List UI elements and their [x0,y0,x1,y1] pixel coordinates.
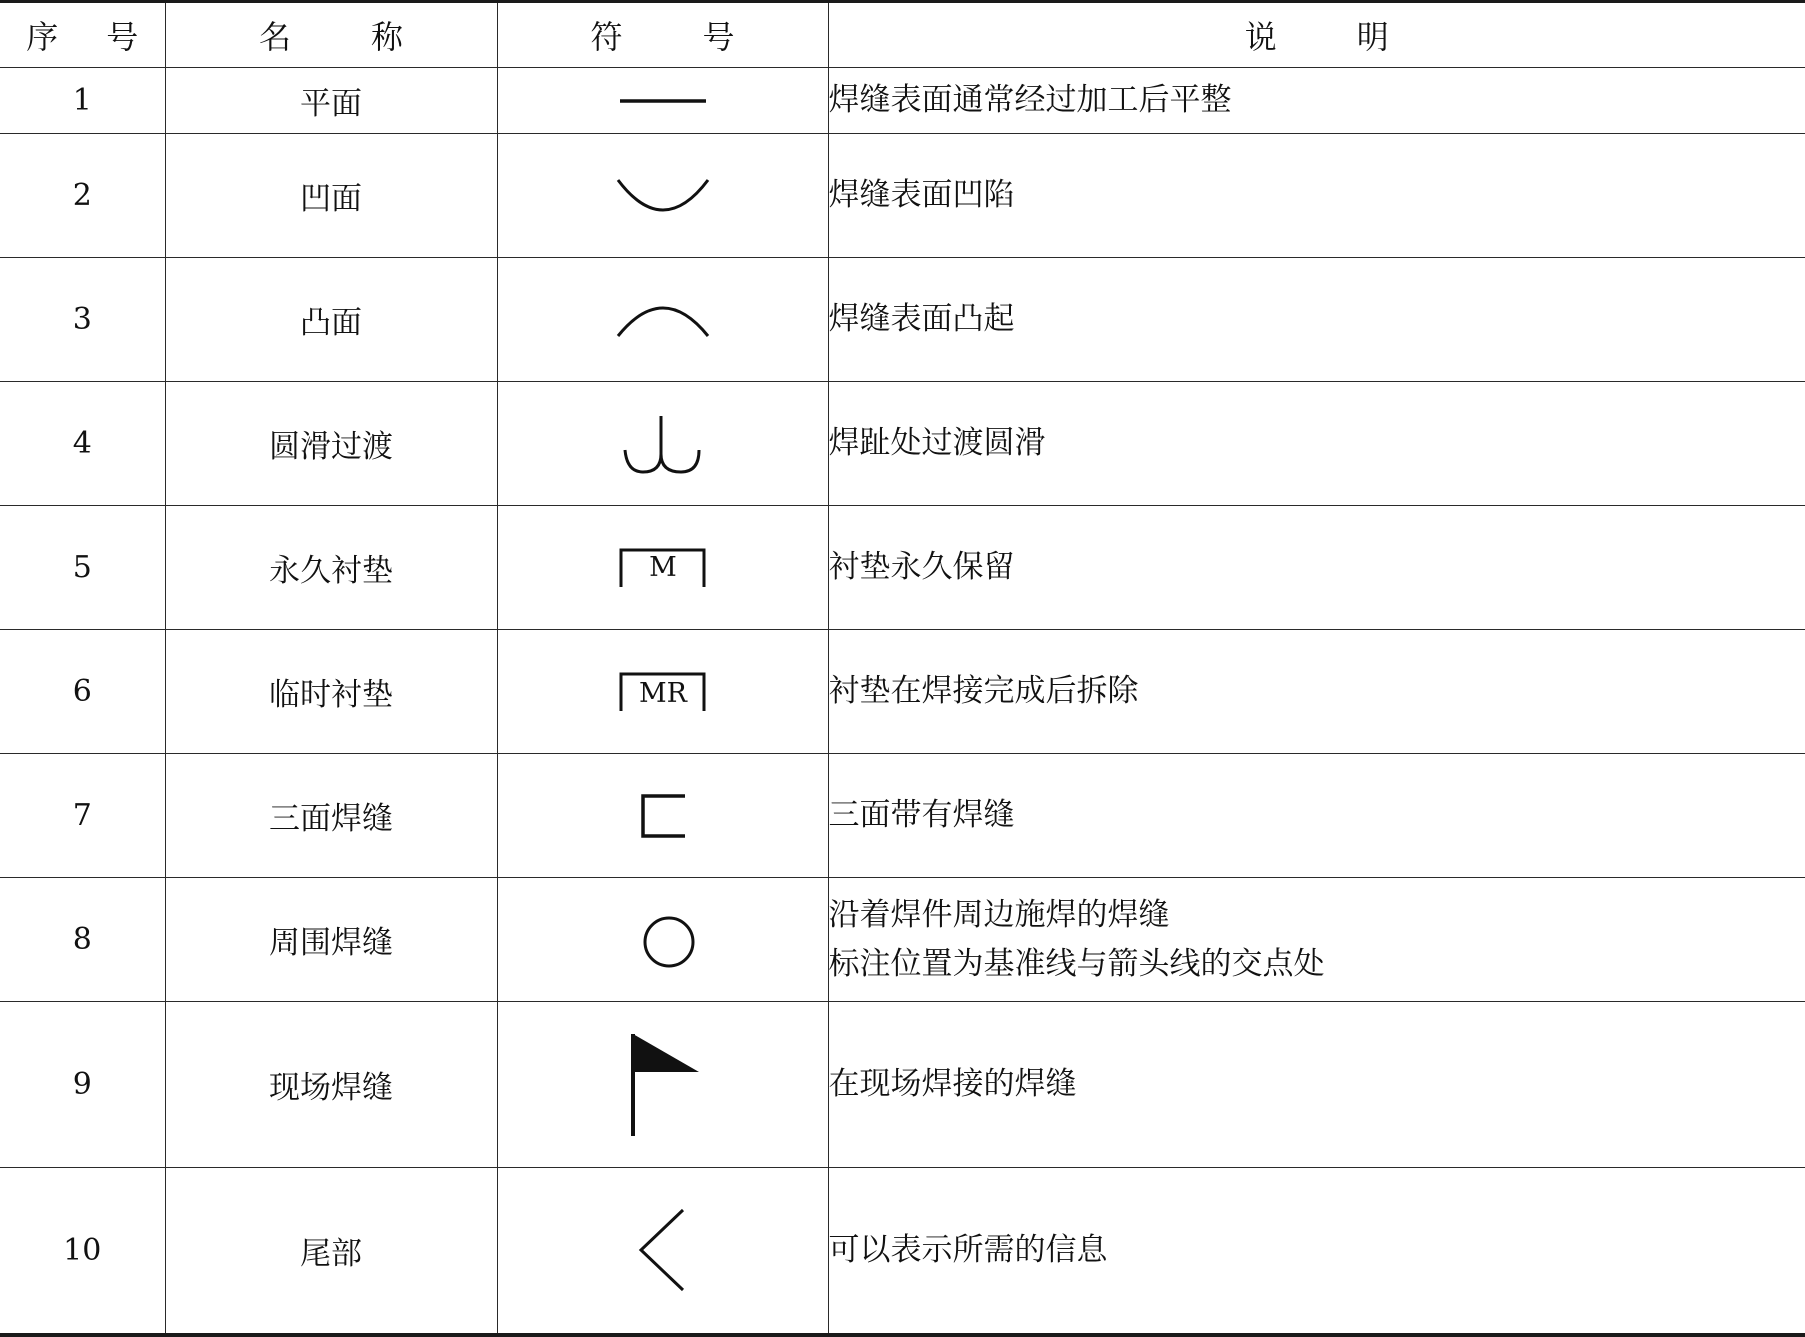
row-symbol [497,382,828,506]
row-name: 圆滑过渡 [165,382,497,506]
row-description-line: 沿着焊件周边施焊的焊缝 [828,896,1170,933]
table-row [0,878,1805,1002]
header-symbol [497,2,828,68]
row-description: 在现场焊接的焊缝 [828,1002,1805,1168]
header-number [0,2,165,68]
row-number: 5 [0,506,165,630]
row-description: 焊缝表面凸起 [828,258,1805,382]
concave-arc-icon [613,176,713,216]
temporary-backing-icon [618,671,708,713]
table-row [0,1002,1805,1168]
header-name-char-1: 名 [258,18,291,56]
header-symbol-char-1: 符 [590,18,623,56]
table-row [0,68,1805,134]
row-name: 临时衬垫 [165,630,497,754]
flat-line-icon [613,91,713,111]
table-row [0,382,1805,506]
header-name [165,2,497,68]
header-number-char-2: 号 [106,18,139,56]
permanent-backing-icon [618,547,708,589]
header-symbol-char-2: 号 [702,18,735,56]
row-description: 焊缝表面通常经过加工后平整 [828,68,1805,134]
row-symbol [497,1002,828,1168]
table-row [0,258,1805,382]
row-name: 周围焊缝 [165,878,497,1002]
row-symbol [497,258,828,382]
row-number: 7 [0,754,165,878]
row-name: 永久衬垫 [165,506,497,630]
row-description-line: 标注位置为基准线与箭头线的交点处 [828,945,1325,982]
table-row [0,1168,1805,1335]
row-name: 三面焊缝 [165,754,497,878]
row-number: 1 [0,68,165,134]
row-description: 衬垫永久保留 [828,506,1805,630]
row-symbol [497,68,828,134]
row-number: 10 [0,1168,165,1335]
header-row [0,2,1805,68]
row-description: 三面带有焊缝 [828,754,1805,878]
header-description-char-1: 说 [1244,18,1277,56]
row-description: 衬垫在焊接完成后拆除 [828,630,1805,754]
header-description [828,2,1805,68]
row-symbol [497,134,828,258]
table-row [0,754,1805,878]
row-description: 可以表示所需的信息 [828,1168,1805,1335]
row-number: 3 [0,258,165,382]
table-row [0,630,1805,754]
row-symbol [497,506,828,630]
tail-icon [633,1208,693,1292]
circle-icon [633,914,693,970]
convex-arc-icon [613,300,713,340]
row-name: 平面 [165,68,497,134]
row-number: 9 [0,1002,165,1168]
table-row [0,506,1805,630]
row-name: 凹面 [165,134,497,258]
row-description: 焊趾处过渡圆滑 [828,382,1805,506]
row-symbol [497,878,828,1002]
table-row [0,134,1805,258]
row-number: 2 [0,134,165,258]
row-symbol [497,630,828,754]
header-number-char-1: 序 [26,18,59,56]
header-name-char-2: 称 [371,18,404,56]
row-symbol [497,754,828,878]
row-symbol [497,1168,828,1335]
row-name: 尾部 [165,1168,497,1335]
row-name: 现场焊缝 [165,1002,497,1168]
backing-label: MR [638,677,687,709]
row-name: 凸面 [165,258,497,382]
three-side-weld-icon [633,793,693,839]
row-number: 4 [0,382,165,506]
row-description: 焊缝表面凹陷 [828,134,1805,258]
flag-icon [623,1032,703,1138]
row-description [828,878,1805,1002]
smooth-transition-icon [623,414,703,474]
row-number: 8 [0,878,165,1002]
header-description-char-2: 明 [1356,18,1389,56]
row-number: 6 [0,630,165,754]
backing-label: M [648,551,677,583]
